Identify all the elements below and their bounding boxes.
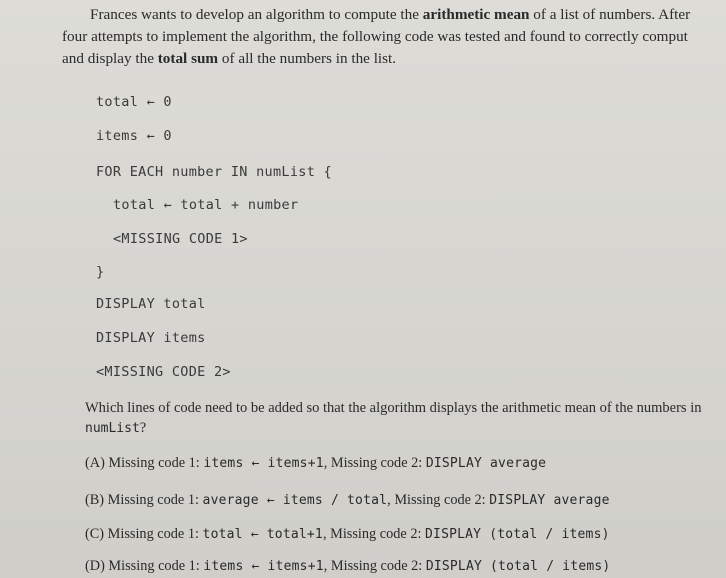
choice-code-1: total ← total+1 — [202, 527, 323, 542]
question-text — [85, 398, 715, 439]
intro-line-2: four attempts to implement the algorithm, the following code was tested and found to correctly comput — [62, 28, 688, 45]
choice-label: , Missing code 2: — [323, 455, 426, 471]
choice-label: , Missing code 2: — [387, 492, 490, 508]
choice-label: , Missing code 2: — [322, 526, 426, 542]
intro-line-1 — [62, 4, 722, 26]
code-line-for-each: FOR EACH number IN numList { — [96, 164, 332, 180]
code-line-missing-1: <MISSING CODE 1> — [113, 231, 248, 247]
choice-code-1: items ← items+1 — [203, 559, 324, 574]
choice-code-2: DISPLAY (total / items) — [425, 527, 610, 542]
code-line-display-total: DISPLAY total — [96, 296, 206, 312]
code-line-total-add: total ← total + number — [113, 197, 299, 213]
intro-text: of all the numbers in the list. — [218, 50, 397, 67]
intro-paragraph — [62, 4, 722, 70]
question-text-part: ? — [139, 420, 147, 436]
intro-text: and display the — [62, 50, 158, 67]
choice-label: (C) Missing code 1: — [85, 526, 203, 542]
choice-code-1: items ← items+1 — [203, 456, 324, 471]
question-text-part: Which lines of code need to be added so that the algorithm displays the arithmetic mean of the numbers in — [85, 400, 702, 416]
choice-c[interactable] — [85, 526, 610, 543]
code-line-total-init: total ← 0 — [96, 94, 172, 110]
choice-code-2: DISPLAY (total / items) — [425, 559, 611, 574]
choice-label: (D) Missing code 1: — [85, 558, 204, 574]
intro-text: Frances wants to develop an algorithm to compute the — [90, 6, 423, 23]
choice-label: (B) Missing code 1: — [85, 492, 203, 508]
code-line-close-brace: } — [96, 264, 105, 280]
intro-line-3 — [62, 48, 722, 70]
choice-label: , Missing code 2: — [323, 558, 426, 574]
code-line-display-items: DISPLAY items — [96, 330, 206, 346]
choice-code-2: DISPLAY average — [489, 493, 610, 508]
choice-a[interactable] — [85, 455, 546, 472]
code-line-missing-2: <MISSING CODE 2> — [96, 364, 231, 380]
code-line-items-init: items ← 0 — [96, 128, 172, 144]
choice-code-2: DISPLAY average — [425, 456, 547, 471]
choice-b[interactable] — [85, 492, 610, 509]
intro-text: of a list of numbers. After — [529, 6, 691, 23]
choice-d[interactable] — [85, 558, 610, 575]
choice-label: (A) Missing code 1: — [85, 455, 204, 471]
choice-code-1: average ← items / total — [202, 493, 388, 508]
intro-bold-term: total sum — [157, 50, 219, 67]
intro-bold-term: arithmetic mean — [422, 6, 530, 23]
question-code-term: numList — [85, 421, 140, 436]
